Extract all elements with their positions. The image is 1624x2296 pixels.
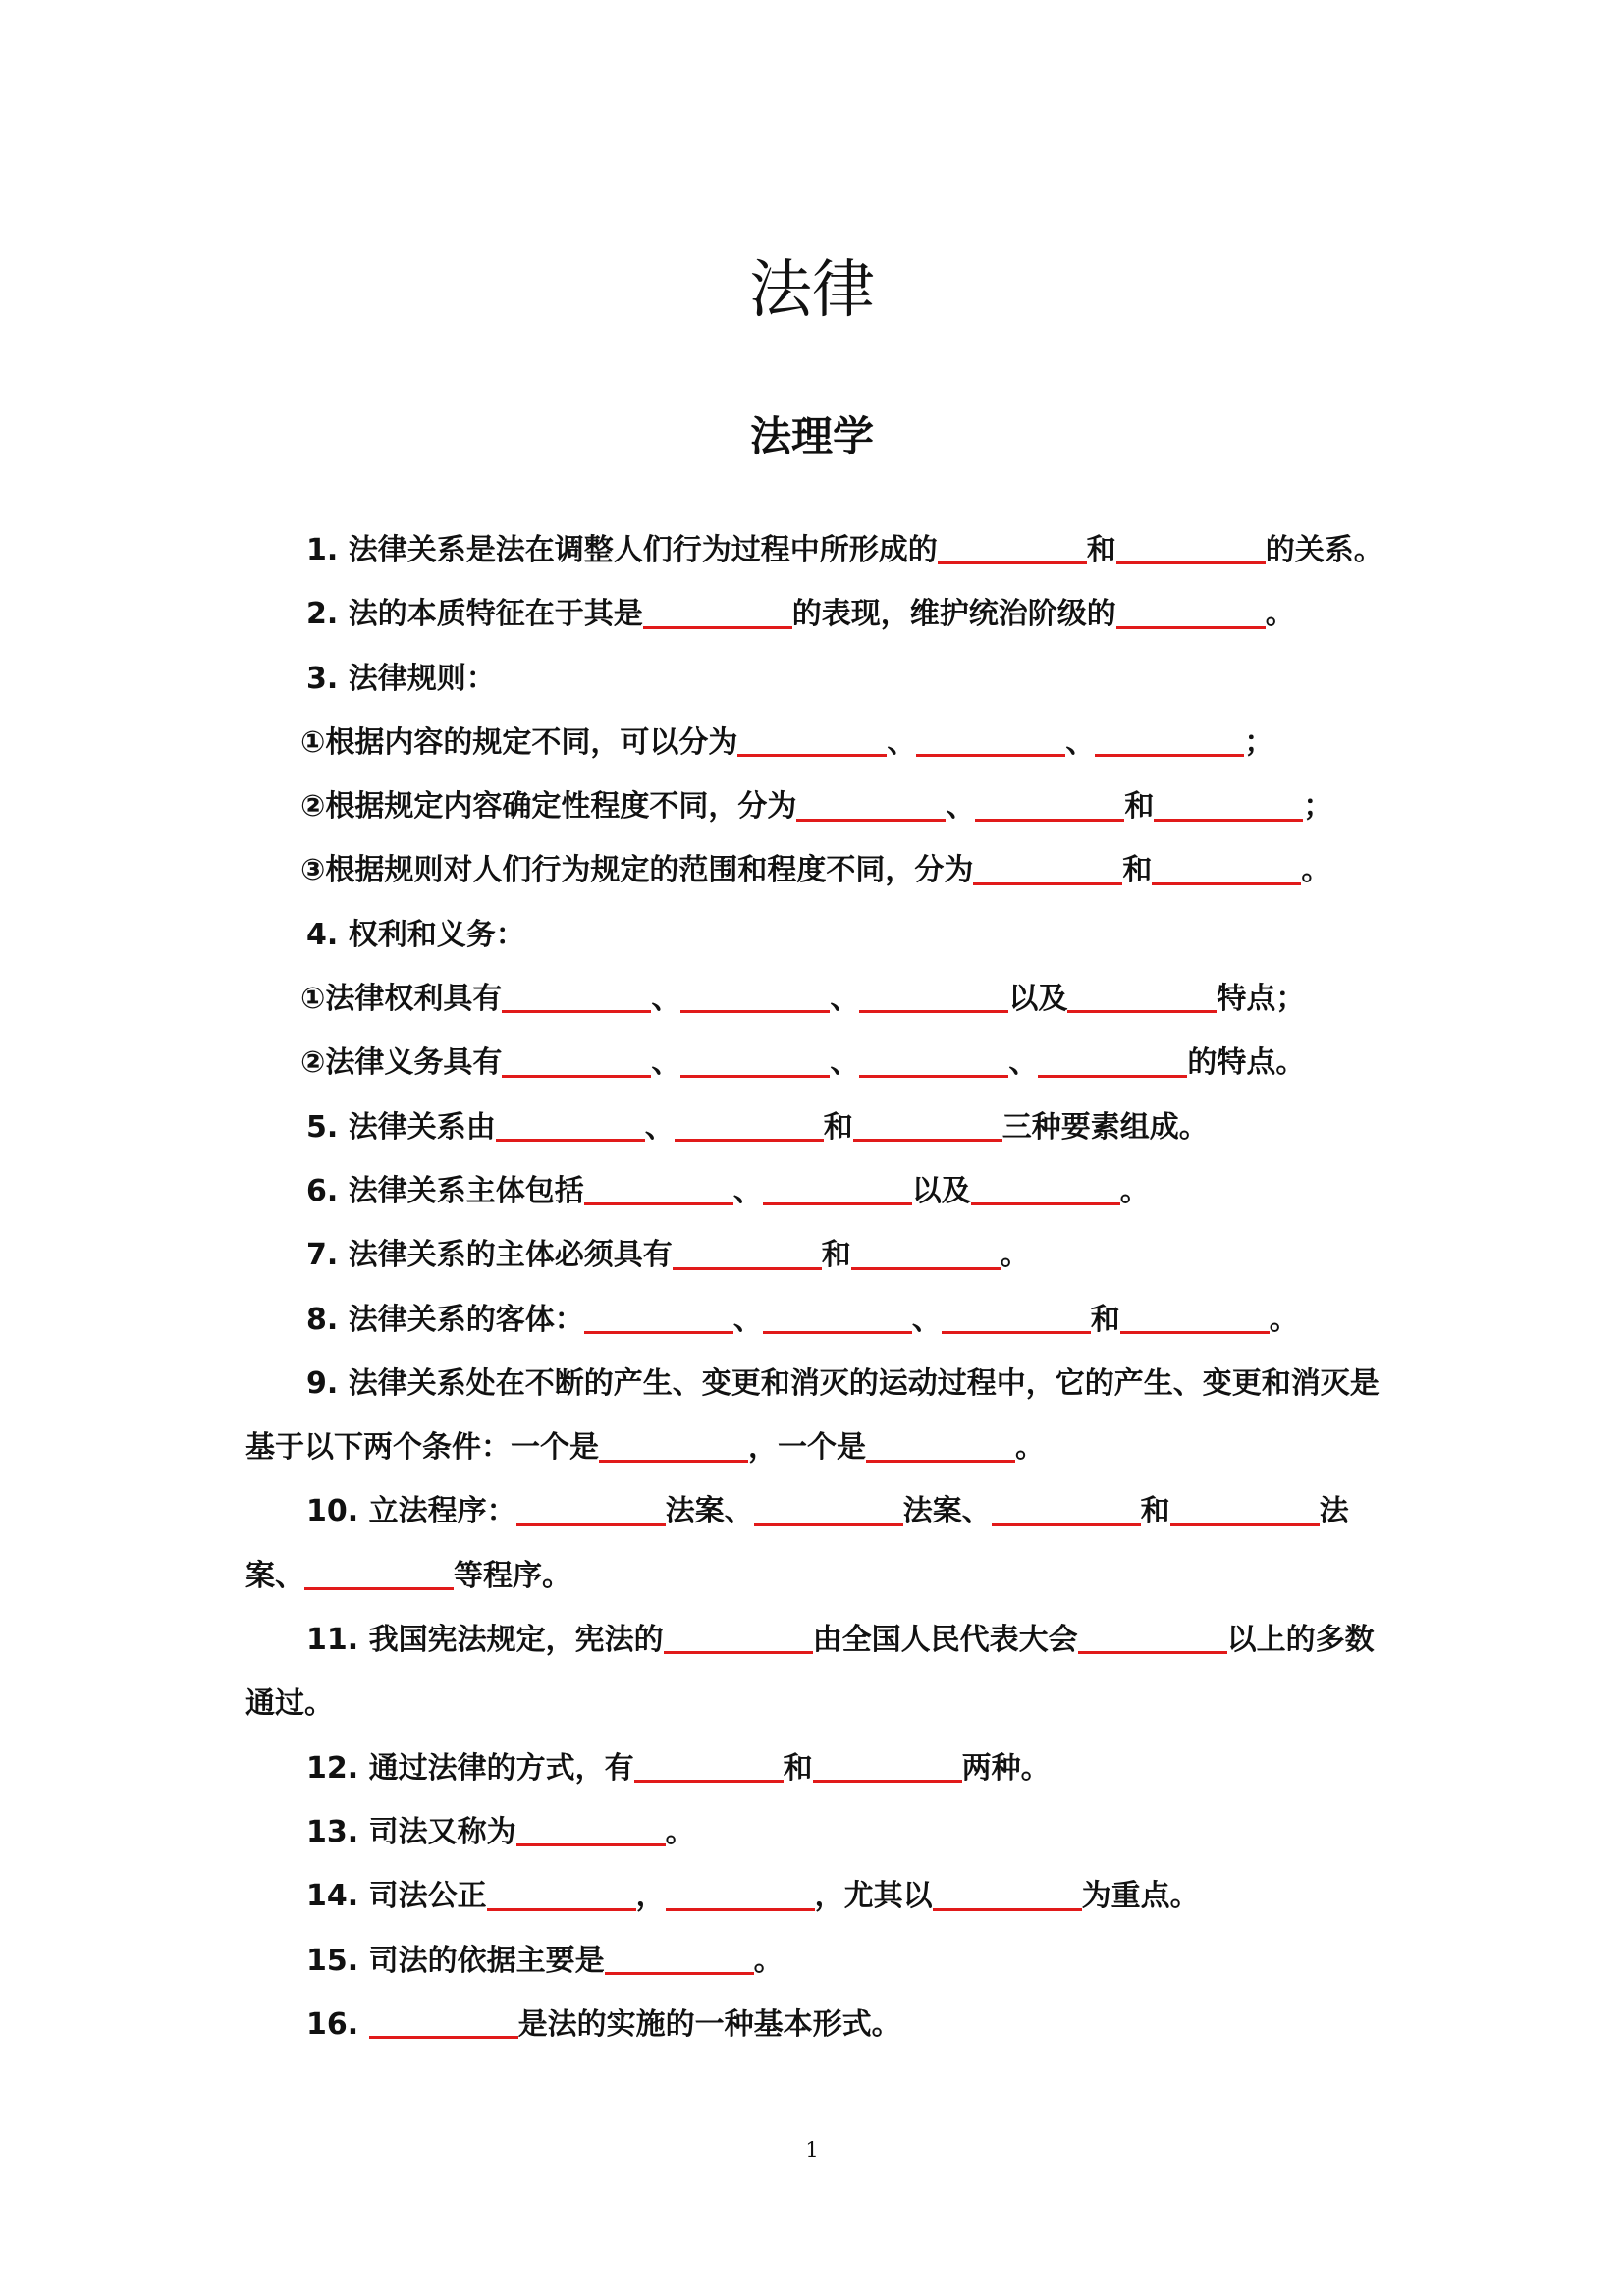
question-text: ②根据规定内容确定性程度不同，分为 [300,789,797,825]
answer-blank[interactable] [1116,534,1266,565]
answer-blank[interactable] [1116,598,1266,629]
question-text: ①根据内容的规定不同，可以分为 [300,724,738,760]
section-title: 法理学 [749,412,874,460]
question-text: 和 [1086,533,1116,567]
question-text: 。 [1119,1173,1150,1208]
question-text: 立法程序： [368,1494,516,1529]
question-number: 16. [306,2006,359,2042]
question-11 [245,1608,1394,1736]
question-text: 。 [1301,853,1331,888]
separator-text: 由全国人民代表大会 [812,1623,1078,1658]
question-text: 两种。 [961,1750,1051,1786]
answer-blank[interactable] [605,1944,754,1975]
answer-blank[interactable] [680,1046,830,1078]
answer-blank[interactable] [1154,790,1303,822]
separator-text: 、 [887,724,917,760]
question-text: 权利和义务： [348,917,525,952]
question-text: 。 [665,1814,695,1849]
answer-blank[interactable] [487,1880,636,1911]
question-number: 1. [306,533,339,567]
answer-blank[interactable] [634,1752,784,1784]
question-text: 法律关系的客体： [348,1302,584,1337]
question-6 [245,1159,1394,1223]
question-text: 。 [1015,1430,1045,1466]
answer-blank[interactable] [673,1239,822,1270]
question-text: ③根据规则对人们行为规定的范围和程度不同，分为 [300,853,974,888]
question-number: 11. [306,1623,359,1658]
question-2 [245,582,1394,646]
question-number: 2. [306,597,339,632]
page-number: 1 [805,2138,819,2162]
question-8 [245,1288,1394,1352]
answer-blank[interactable] [971,1175,1120,1206]
separator-text: 法案、 [902,1494,992,1529]
question-number: 7. [306,1238,339,1273]
separator-text: 、 [911,1302,942,1337]
question-text: ②法律义务具有 [300,1045,503,1081]
answer-blank[interactable] [1170,1495,1320,1526]
question-text: 。 [753,1943,784,1978]
answer-blank[interactable] [859,1046,1008,1078]
answer-blank[interactable] [666,1880,815,1911]
question-text: 法律关系的主体必须具有 [348,1238,673,1273]
separator-text: 和 [1140,1494,1170,1529]
question-14 [245,1864,1394,1928]
separator-text: 、 [732,1173,763,1208]
separator-text: ，尤其以 [814,1879,933,1914]
question-3-item-1 [245,711,1394,774]
answer-blank[interactable] [516,1495,666,1526]
answer-blank[interactable] [933,1880,1082,1911]
answer-blank[interactable] [643,598,792,629]
question-text: 司法公正 [368,1879,487,1914]
question-text: 法律关系主体包括 [348,1173,584,1208]
question-text: ； [1303,789,1333,825]
separator-text: ， [635,1879,666,1914]
answer-blank[interactable] [851,1239,1001,1270]
question-16 [245,1993,1394,2056]
question-text: 。 [1265,597,1295,632]
answer-blank[interactable] [516,1816,666,1847]
question-number: 15. [306,1943,359,1978]
question-number: 12. [306,1750,359,1786]
question-number: 10. [306,1494,359,1529]
separator-text: ，一个是 [748,1430,866,1466]
answer-blank[interactable] [1120,1303,1270,1334]
answer-blank[interactable] [859,983,1008,1014]
separator-text: 和 [1122,853,1153,888]
question-text: 我国宪法规定，宪法的 [368,1623,664,1658]
question-12 [245,1736,1394,1800]
question-number: 6. [306,1173,339,1208]
question-3 [245,647,1394,711]
question-4-item-1 [245,967,1394,1031]
question-3-item-2 [245,774,1394,838]
question-text: 法律关系由 [348,1109,496,1145]
answer-blank[interactable] [975,790,1124,822]
answer-blank[interactable] [1078,1624,1227,1655]
answer-blank[interactable] [916,726,1065,758]
separator-text: 法案、 [245,1494,1349,1593]
separator-text: 、 [651,982,681,1017]
page-title: 法律 [749,254,875,327]
separator-text: 、 [1065,724,1096,760]
answer-blank[interactable] [1095,726,1244,758]
question-text: ①法律权利具有 [300,982,503,1017]
question-text: 司法的依据主要是 [368,1943,605,1978]
question-number: 4. [306,917,339,952]
question-list [245,518,1394,2056]
answer-blank[interactable] [942,1303,1091,1334]
separator-text: 、 [1008,1045,1039,1081]
answer-blank[interactable] [664,1624,813,1655]
answer-blank[interactable] [584,1175,733,1206]
answer-blank[interactable] [1038,1046,1187,1078]
question-10 [245,1479,1394,1608]
question-text: 三种要素组成。 [1001,1109,1209,1145]
question-text: 。 [1000,1238,1030,1273]
question-text: 的特点。 [1187,1045,1306,1081]
question-text: 。 [1269,1302,1299,1337]
answer-blank[interactable] [304,1560,454,1591]
separator-text: 和 [821,1238,851,1273]
answer-blank[interactable] [1152,854,1301,885]
question-text: ； [1244,724,1274,760]
answer-blank[interactable] [599,1431,748,1463]
question-number: 5. [306,1109,339,1145]
question-text: 法律规则： [348,661,496,696]
question-15 [245,1929,1394,1993]
answer-blank[interactable] [502,1046,651,1078]
question-number: 14. [306,1879,359,1914]
question-number: 9. [306,1365,339,1401]
question-7 [245,1223,1394,1287]
question-text: 为重点。 [1081,1879,1200,1914]
question-text: 法律关系是法在调整人们行为过程中所形成的 [348,533,938,567]
separator-text: 、 [732,1302,763,1337]
question-number: 3. [306,661,339,696]
question-text: 特点； [1217,982,1306,1017]
answer-blank[interactable] [502,983,651,1014]
answer-blank[interactable] [853,1111,1002,1143]
question-9 [245,1352,1394,1480]
question-1 [245,518,1394,582]
answer-blank[interactable] [737,726,887,758]
answer-blank[interactable] [973,854,1122,885]
question-text: 法律关系处在不断的产生、变更和消灭的运动过程中，它的产生、变更和消灭是基于以下两个条件：一个是 [245,1365,1380,1466]
separator-text: 和 [823,1109,853,1145]
answer-blank[interactable] [992,1495,1141,1526]
separator-text: 和 [1090,1302,1120,1337]
question-text: 通过法律的方式，有 [368,1750,634,1786]
answer-blank[interactable] [369,2008,518,2040]
separator-text: 、 [830,982,860,1017]
answer-blank[interactable] [675,1111,824,1143]
question-text: 的表现，维护统治阶级的 [791,597,1116,632]
answer-blank[interactable] [866,1431,1015,1463]
question-text: 等程序。 [454,1558,571,1593]
answer-blank[interactable] [1067,983,1217,1014]
answer-blank[interactable] [584,1303,733,1334]
separator-text: 、 [651,1045,681,1081]
separator-text: 、 [830,1045,860,1081]
answer-blank[interactable] [763,1175,912,1206]
answer-blank[interactable] [754,1495,903,1526]
separator-text: 以及 [1008,982,1068,1017]
separator-text: 以及 [911,1173,971,1208]
separator-text: 和 [1124,789,1155,825]
question-4-item-2 [245,1031,1394,1095]
question-text: 法的本质特征在于其是 [348,597,643,632]
question-13 [245,1800,1394,1864]
question-5 [245,1095,1394,1159]
answer-blank[interactable] [813,1752,962,1784]
answer-blank[interactable] [680,983,830,1014]
answer-blank[interactable] [496,1111,645,1143]
answer-blank[interactable] [938,534,1087,565]
question-text: 司法又称为 [368,1814,516,1849]
answer-blank[interactable] [763,1303,912,1334]
separator-text: 和 [783,1750,813,1786]
question-3-item-3 [245,838,1394,902]
question-text: 以上的多数通过。 [245,1623,1375,1722]
question-number: 13. [306,1814,359,1849]
question-number: 8. [306,1302,339,1337]
separator-text: 、 [644,1109,675,1145]
question-text: 是法的实施的一种基本形式。 [517,2006,901,2042]
separator-text: 法案、 [665,1494,754,1529]
answer-blank[interactable] [796,790,946,822]
question-4 [245,903,1394,967]
question-text: 的关系。 [1265,533,1383,567]
separator-text: 、 [946,789,976,825]
